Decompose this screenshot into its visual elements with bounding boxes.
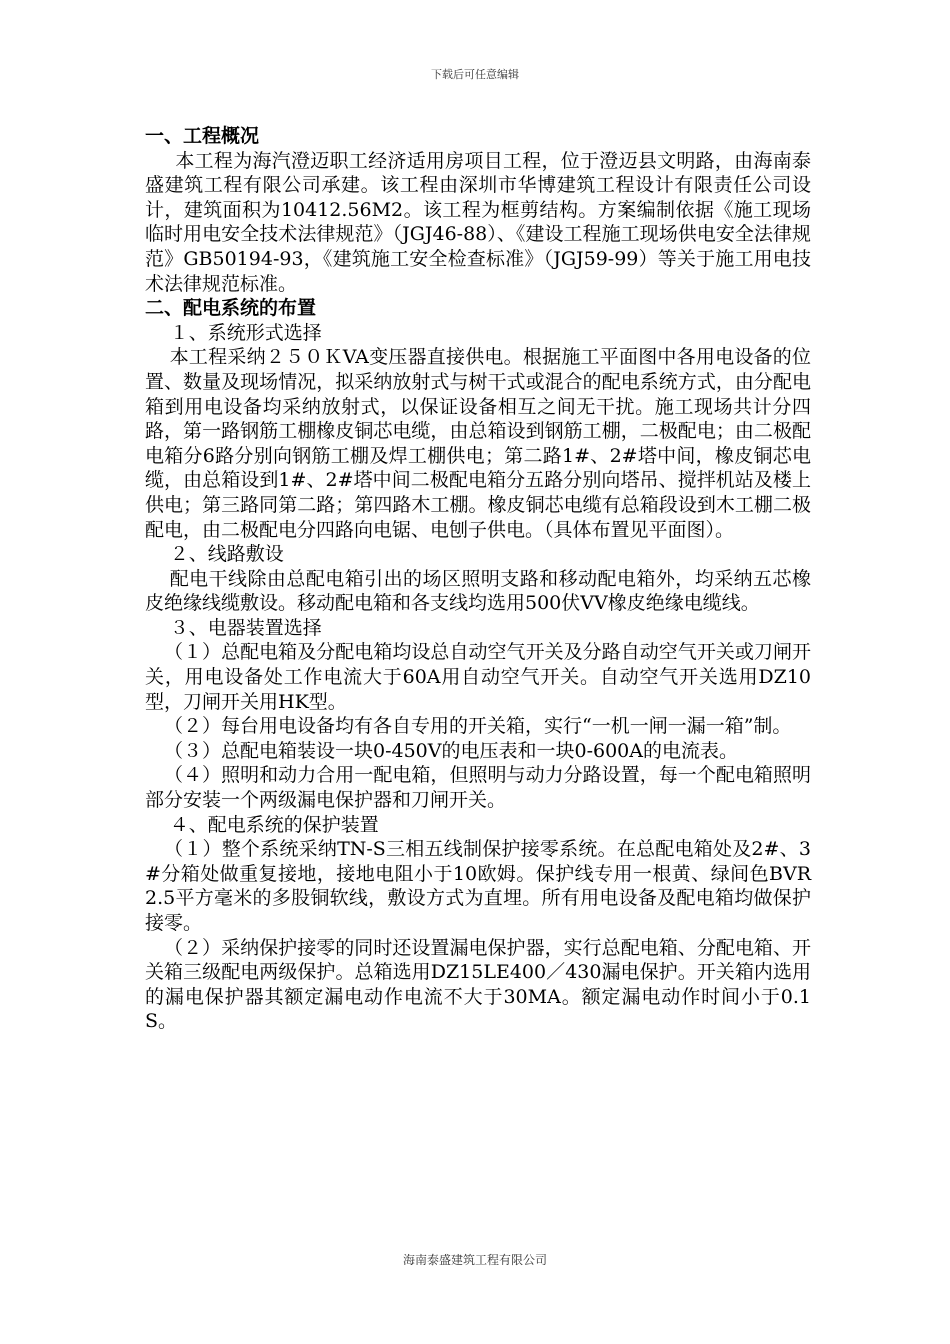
- paragraph-electrical-device-1: （１）总配电箱及分配电箱均设总自动空气开关及分路自动空气开关或刀闸开关，用电设备处工作电流大于60A用自动空气开关。自动空气开关选用DZ10型，刀闸开关用HK型。: [145, 641, 811, 713]
- section-title-overview: 一、工程概况: [145, 125, 260, 147]
- paragraph-system-form: 本工程采纳２５０ＫVA变压器直接供电。根据施工平面图中各用电设备的位置、数量及现场情况，拟采纳放射式与树干式或混合的配电系统方式，由分配电箱到用电设备均采纳放射式，以保证设备相互之间无干扰。施工现场共计分四路，第一路钢筋工棚橡皮铜芯电缆，由总箱设到钢筋工棚，二极配电；由二极配电箱分6路分别向钢筋工棚及焊工棚供电；第二路1#、2#塔中间，橡皮铜芯电缆，由总箱设到1#、2#塔中间二极配电箱分五路分别向塔吊、搅拌机站及楼上供电；第三路同第二路；第四路木工棚。橡皮铜芯电缆有总箱段设到木工棚二极配电，由二极配电分四路向电锯、电刨子供电。（具体布置见平面图）。: [145, 346, 811, 541]
- paragraph-overview: 本工程为海汽澄迈职工经济适用房项目工程，位于澄迈县文明路，由海南泰盛建筑工程有限公司承建。该工程由深圳市华博建筑工程设计有限责任公司设计，建筑面积为10412.56M2。该工程为框剪结构。方案编制依据《施工现场临时用电安全技术法律规范》（JGJ46-88）、《建设工程施工现场供电安全法律规范》GB50194-93，《建筑施工安全检查标准》（JGJ59-99）等关于施工用电技术法律规范标准。: [145, 149, 811, 295]
- subsection-title-protection: ４、配电系统的保护装置: [169, 813, 379, 836]
- paragraph-line-laying: 配电干线除由总配电箱引出的场区照明支路和移动配电箱外，均采纳五芯橡皮绝缘线缆敷设。移动配电箱和各支线均选用500伏VV橡皮绝缘电缆线。: [145, 567, 811, 615]
- page-header: 下载后可任意编辑: [431, 68, 519, 81]
- document-body: [145, 124, 811, 1034]
- paragraph-electrical-device-2: （２）每台用电设备均有各自专用的开关箱，实行“一机一闸一漏一箱”制。: [164, 715, 792, 738]
- subsection-title-electrical-device: ３、电器装置选择: [169, 616, 322, 639]
- section-title-distribution: 二、配电系统的布置: [145, 297, 317, 320]
- subsection-title-line-laying: ２、线路敷设: [169, 543, 284, 566]
- paragraph-protection-2: （２）采纳保护接零的同时还设置漏电保护器，实行总配电箱、分配电箱、开关箱三级配电两级保护。总箱选用DZ15LE400／430漏电保护。开关箱内选用的漏电保护器其额定漏电动作电流不大于30MA。额定漏电动作时间小于0.1S。: [145, 936, 811, 1033]
- paragraph-protection-1: （１）整个系统采纳TN-S三相五线制保护接零系统。在总配电箱处及2#、3#分箱处做重复接地，接地电阻小于10欧姆。保护线专用一根黄、绿间色BVR2.5平方毫米的多股铜软线，敷设方式为直埋。所有用电设备及配电箱均做保护接零。: [145, 838, 811, 934]
- paragraph-electrical-device-3: （３）总配电箱装设一块0-450V的电压表和一块0-600A的电流表。: [164, 739, 738, 762]
- subsection-title-system-form: １、系统形式选择: [169, 321, 322, 344]
- paragraph-electrical-device-4: （４）照明和动力合用一配电箱，但照明与动力分路设置，每一个配电箱照明部分安装一个两级漏电保护器和刀闸开关。: [145, 764, 811, 812]
- page-footer: 海南泰盛建筑工程有限公司: [402, 1253, 547, 1267]
